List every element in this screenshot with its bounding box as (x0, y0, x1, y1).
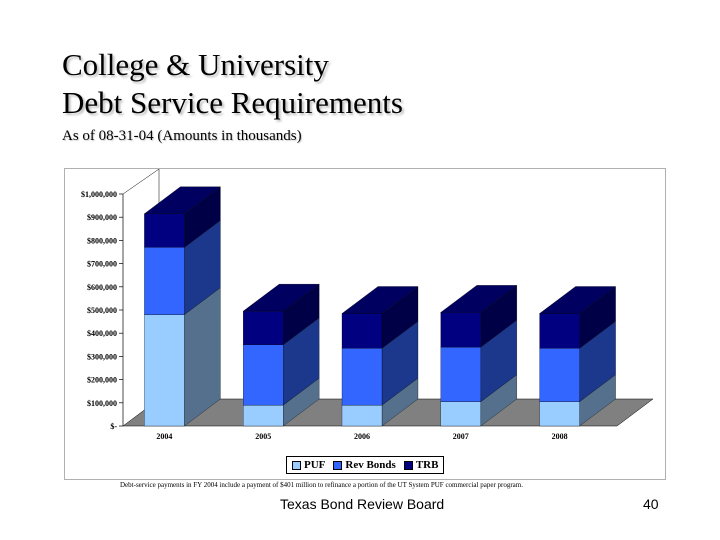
legend-swatch-trb (404, 461, 413, 470)
y-tick-label-5: $500,000 (87, 306, 117, 315)
bar-rev-bonds-2004 (144, 247, 184, 314)
bar-rev-bonds-2007 (441, 347, 481, 402)
legend-label-rev-bonds: Rev Bonds (345, 459, 396, 471)
bar-puf-2004 (144, 315, 184, 426)
chart-area (64, 168, 666, 480)
y-tick-label-8: $800,000 (87, 236, 117, 246)
slide-title-line2: Debt Service Requirements (62, 85, 403, 120)
bar-puf-2005 (243, 405, 283, 426)
bar-trb-2006 (342, 313, 382, 348)
legend-swatch-rev-bonds (333, 461, 342, 470)
legend-item-puf (292, 459, 325, 471)
legend-swatch-puf (292, 461, 301, 470)
debt-service-chart (65, 169, 665, 479)
chart-legend (286, 456, 444, 474)
bar-puf-2007 (441, 402, 481, 426)
bar-trb-2007 (441, 312, 481, 347)
y-tick-label-4: $400,000 (87, 329, 117, 339)
y-tick-label-3: $300,000 (87, 352, 117, 362)
chart-footnote: Debt-service payments in FY 2004 include a payment of $401 million to refinance a portion of the UT System PUF commercial paper program. (120, 481, 523, 489)
slide-subtitle: As of 08-31-04 (Amounts in thousands) (62, 128, 302, 144)
legend-item-rev-bonds (333, 459, 395, 471)
bar-puf-2006 (342, 405, 382, 426)
x-tick-label-2006: 2006 (354, 432, 370, 441)
legend-label-puf: PUF (304, 459, 326, 471)
y-tick-label-9: $900,000 (87, 213, 117, 223)
bar-trb-2008 (540, 313, 580, 348)
bar-rev-bonds-2006 (342, 348, 382, 405)
bar-rev-bonds-2005 (243, 345, 283, 405)
bar-trb-2005 (243, 311, 283, 345)
legend-item-trb (404, 459, 439, 471)
y-tick-label-10: $1,000,000 (81, 190, 117, 199)
chart-wall-top-edge (123, 169, 159, 194)
y-tick-label-7: $700,000 (87, 259, 117, 269)
bar-trb-2004 (144, 214, 184, 248)
footer-text: Texas Bond Review Board (280, 496, 445, 512)
y-tick-label-0: $- (110, 422, 117, 431)
slide-title-line1: College & University (62, 47, 329, 82)
x-tick-label-2007: 2007 (452, 432, 469, 441)
page-number: 40 (643, 496, 659, 512)
slide-title (62, 46, 403, 122)
y-tick-label-6: $600,000 (87, 282, 117, 292)
y-tick-label-2: $200,000 (87, 375, 117, 385)
bar-puf-2008 (540, 402, 580, 426)
legend-label-trb: TRB (415, 459, 439, 471)
x-tick-label-2005: 2005 (255, 432, 272, 441)
y-tick-label-1: $100,000 (87, 398, 117, 408)
bar-rev-bonds-2008 (540, 348, 580, 401)
x-tick-label-2008: 2008 (551, 432, 568, 441)
x-tick-label-2004: 2004 (156, 432, 173, 441)
